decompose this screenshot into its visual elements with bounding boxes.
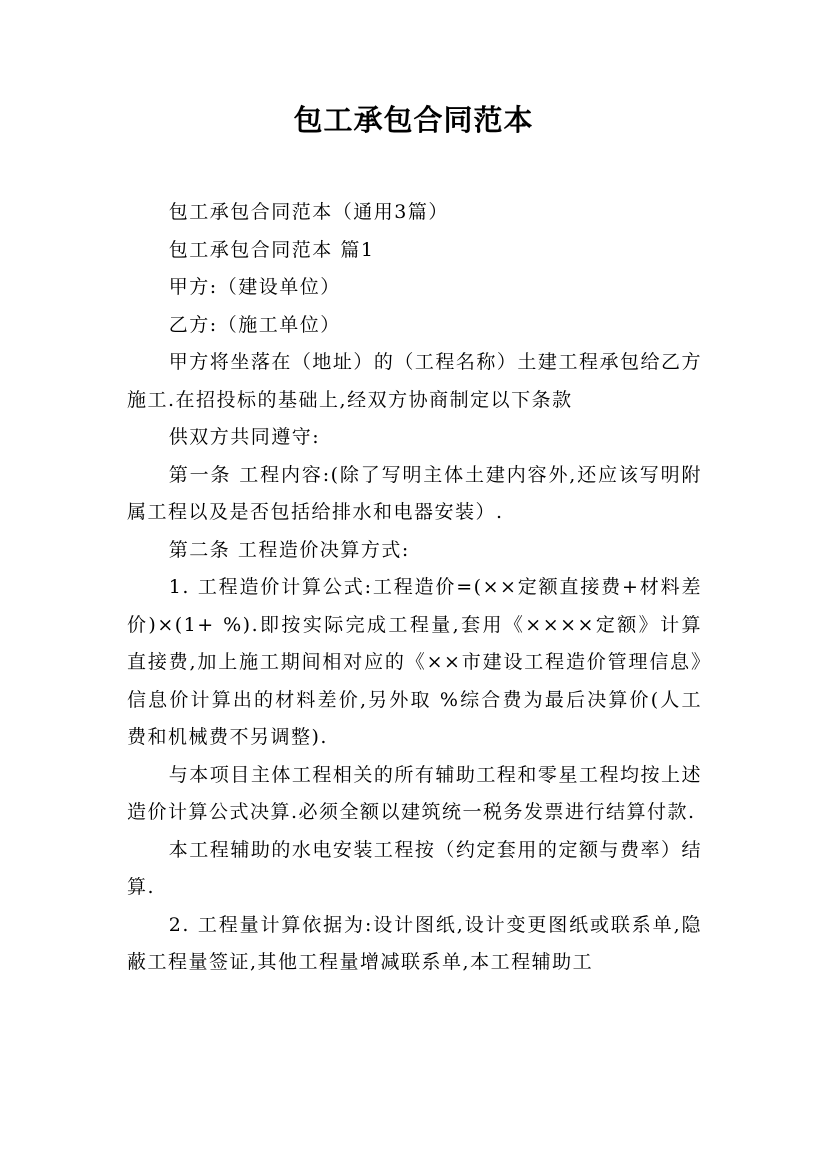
document-title: 包工承包合同范本 xyxy=(293,103,534,137)
paragraph-item-1: 1. 工程造价计算公式:工程造价=(××定额直接费+材料差价)×(1+ %).即按实际完成工程量,套用《××××定额》计算直接费,加上施工期间相对应的《××市建设工程造价管理信息》信息价计算出的材料差价,另外取 %综合费为最后决算价(人工费和机械费不另调整). xyxy=(127,576,702,748)
paragraph-item-2: 2. 工程量计算依据为:设计图纸,设计变更图纸或联系单,隐蔽工程量签证,其他工程量增减联系单,本工程辅助工 xyxy=(127,913,702,973)
paragraph-section-heading: 包工承包合同范本 篇1 xyxy=(168,238,375,261)
document-body xyxy=(127,194,702,982)
paragraph-party-b: 乙方:（施工单位） xyxy=(168,313,341,336)
paragraph-auxiliary-works: 本工程辅助的水电安装工程按（约定套用的定额与费率）结算. xyxy=(127,838,702,898)
paragraph-article-1: 第一条 工程内容:(除了写明主体土建内容外,还应该写明附属工程以及是否包括给排水和电器安装）. xyxy=(127,463,702,523)
paragraph-related-works: 与本项目主体工程相关的所有辅助工程和零星工程均按上述造价计算公式决算.必须全额以建筑统一税务发票进行结算付款. xyxy=(127,763,702,823)
paragraph-subtitle: 包工承包合同范本（通用3篇） xyxy=(168,201,449,223)
paragraph-intro-continued: 供双方共同遵守: xyxy=(168,426,321,448)
paragraph-party-a: 甲方:（建设单位） xyxy=(168,276,341,298)
paragraph-article-2: 第二条 工程造价决算方式: xyxy=(168,538,410,561)
paragraph-intro: 甲方将坐落在（地址）的（工程名称）土建工程承包给乙方施工.在招投标的基础上,经双方协商制定以下条款 xyxy=(127,351,702,411)
